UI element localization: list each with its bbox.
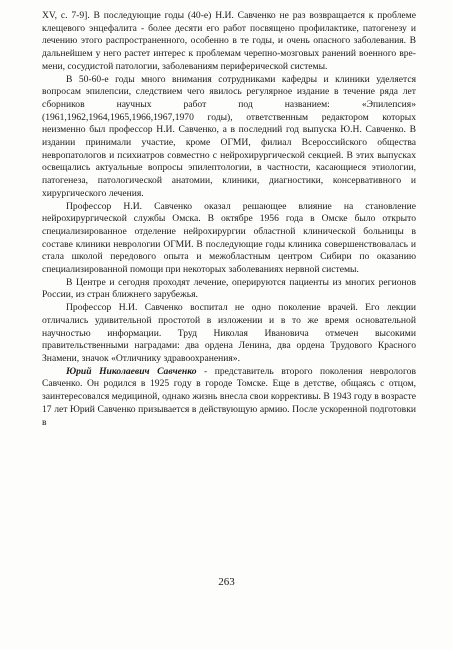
person-name: Юрий Николаевич Савченко (66, 365, 197, 377)
body-text (42, 10, 416, 429)
paragraph-6 (42, 366, 416, 430)
paragraph-2: В 50-60-е годы много внимания сотрудниками кафедры и клиники уделяется вопросам эпилепсии, следствием чего явилось регулярное издание в течение ряда лет сборников научных работ под названием: «Эпилепсия» (1961,1962,1964,1965,1966,1967,1970 годы), ответственным редактором которых неизменно был профессор Н.И. Савченко, а в последний год выпуска Ю.Н. Савченко. В издании принимали участие, кроме ОГМИ, филиал Всероссийского общества невропатологов и психиатров совместно с нейрохирургической секцией. В этих выпусках освещались актуальные вопросы эпилептологии, в частности, касающиеся этиологии, патогенеза, патологической анатомии, клиники, диагностики, консервативного и хирургического лечения. (42, 73, 416, 199)
paragraph-1: XV, с. 7-9]. В последующие годы (40-е) Н.И. Савченко не раз возвращается к проблеме клещевого энцефалита - более десяти его работ посвящено профилактике, патогенезу и лечению этого распространенного, особенно в те годы, и очень опасного заболевания. В дальнейшем у него растет интерес к проблемам черепно-мозговых ранений военного времени, сосудистой патологии, заболеваниям периферической системы. (42, 10, 416, 72)
paragraph-6-text: - представитель второго поколения неврологов Савченко. Он родился в 1925 году в городе Томске. Еще в детстве, общаясь с отцом, заинтересовался медициной, однако жизнь внесла свои коррективы. В 1943 году в возрасте 17 лет Юрий Савченко призывается в действующую армию. После ускоренной подготовки в (42, 365, 416, 428)
paragraph-5: Профессор Н.И. Савченко воспитал не одно поколение врачей. Его лекции отличались удивительной простотой в изложении и в то же время основательной научностью информации. Труд Николая Ивановича отмечен высокими правительственными наградами: два ордена Ленина, два ордена Трудового Красного Знамени, значок «Отличнику здравоохранения». (42, 302, 416, 364)
page-number: 263 (218, 576, 235, 588)
paragraph-4: В Центре и сегодня проходят лечение, оперируются пациенты из многих регионов России, из стран ближнего зарубежья. (42, 276, 416, 301)
paragraph-3: Профессор Н.И. Савченко оказал решающее влияние на становление нейрохирургической службы Омска. В октябре 1956 года в Омске было открыто специализированное отделение нейрохирургии областной клинической больницы в составе клиники неврологии ОГМИ. В последующие годы клиника совершенствовалась и стала школой передового опыта и межобластным центром Сибири по оказанию специализированной помощи при некоторых заболеваниях нервной системы. (42, 200, 416, 276)
